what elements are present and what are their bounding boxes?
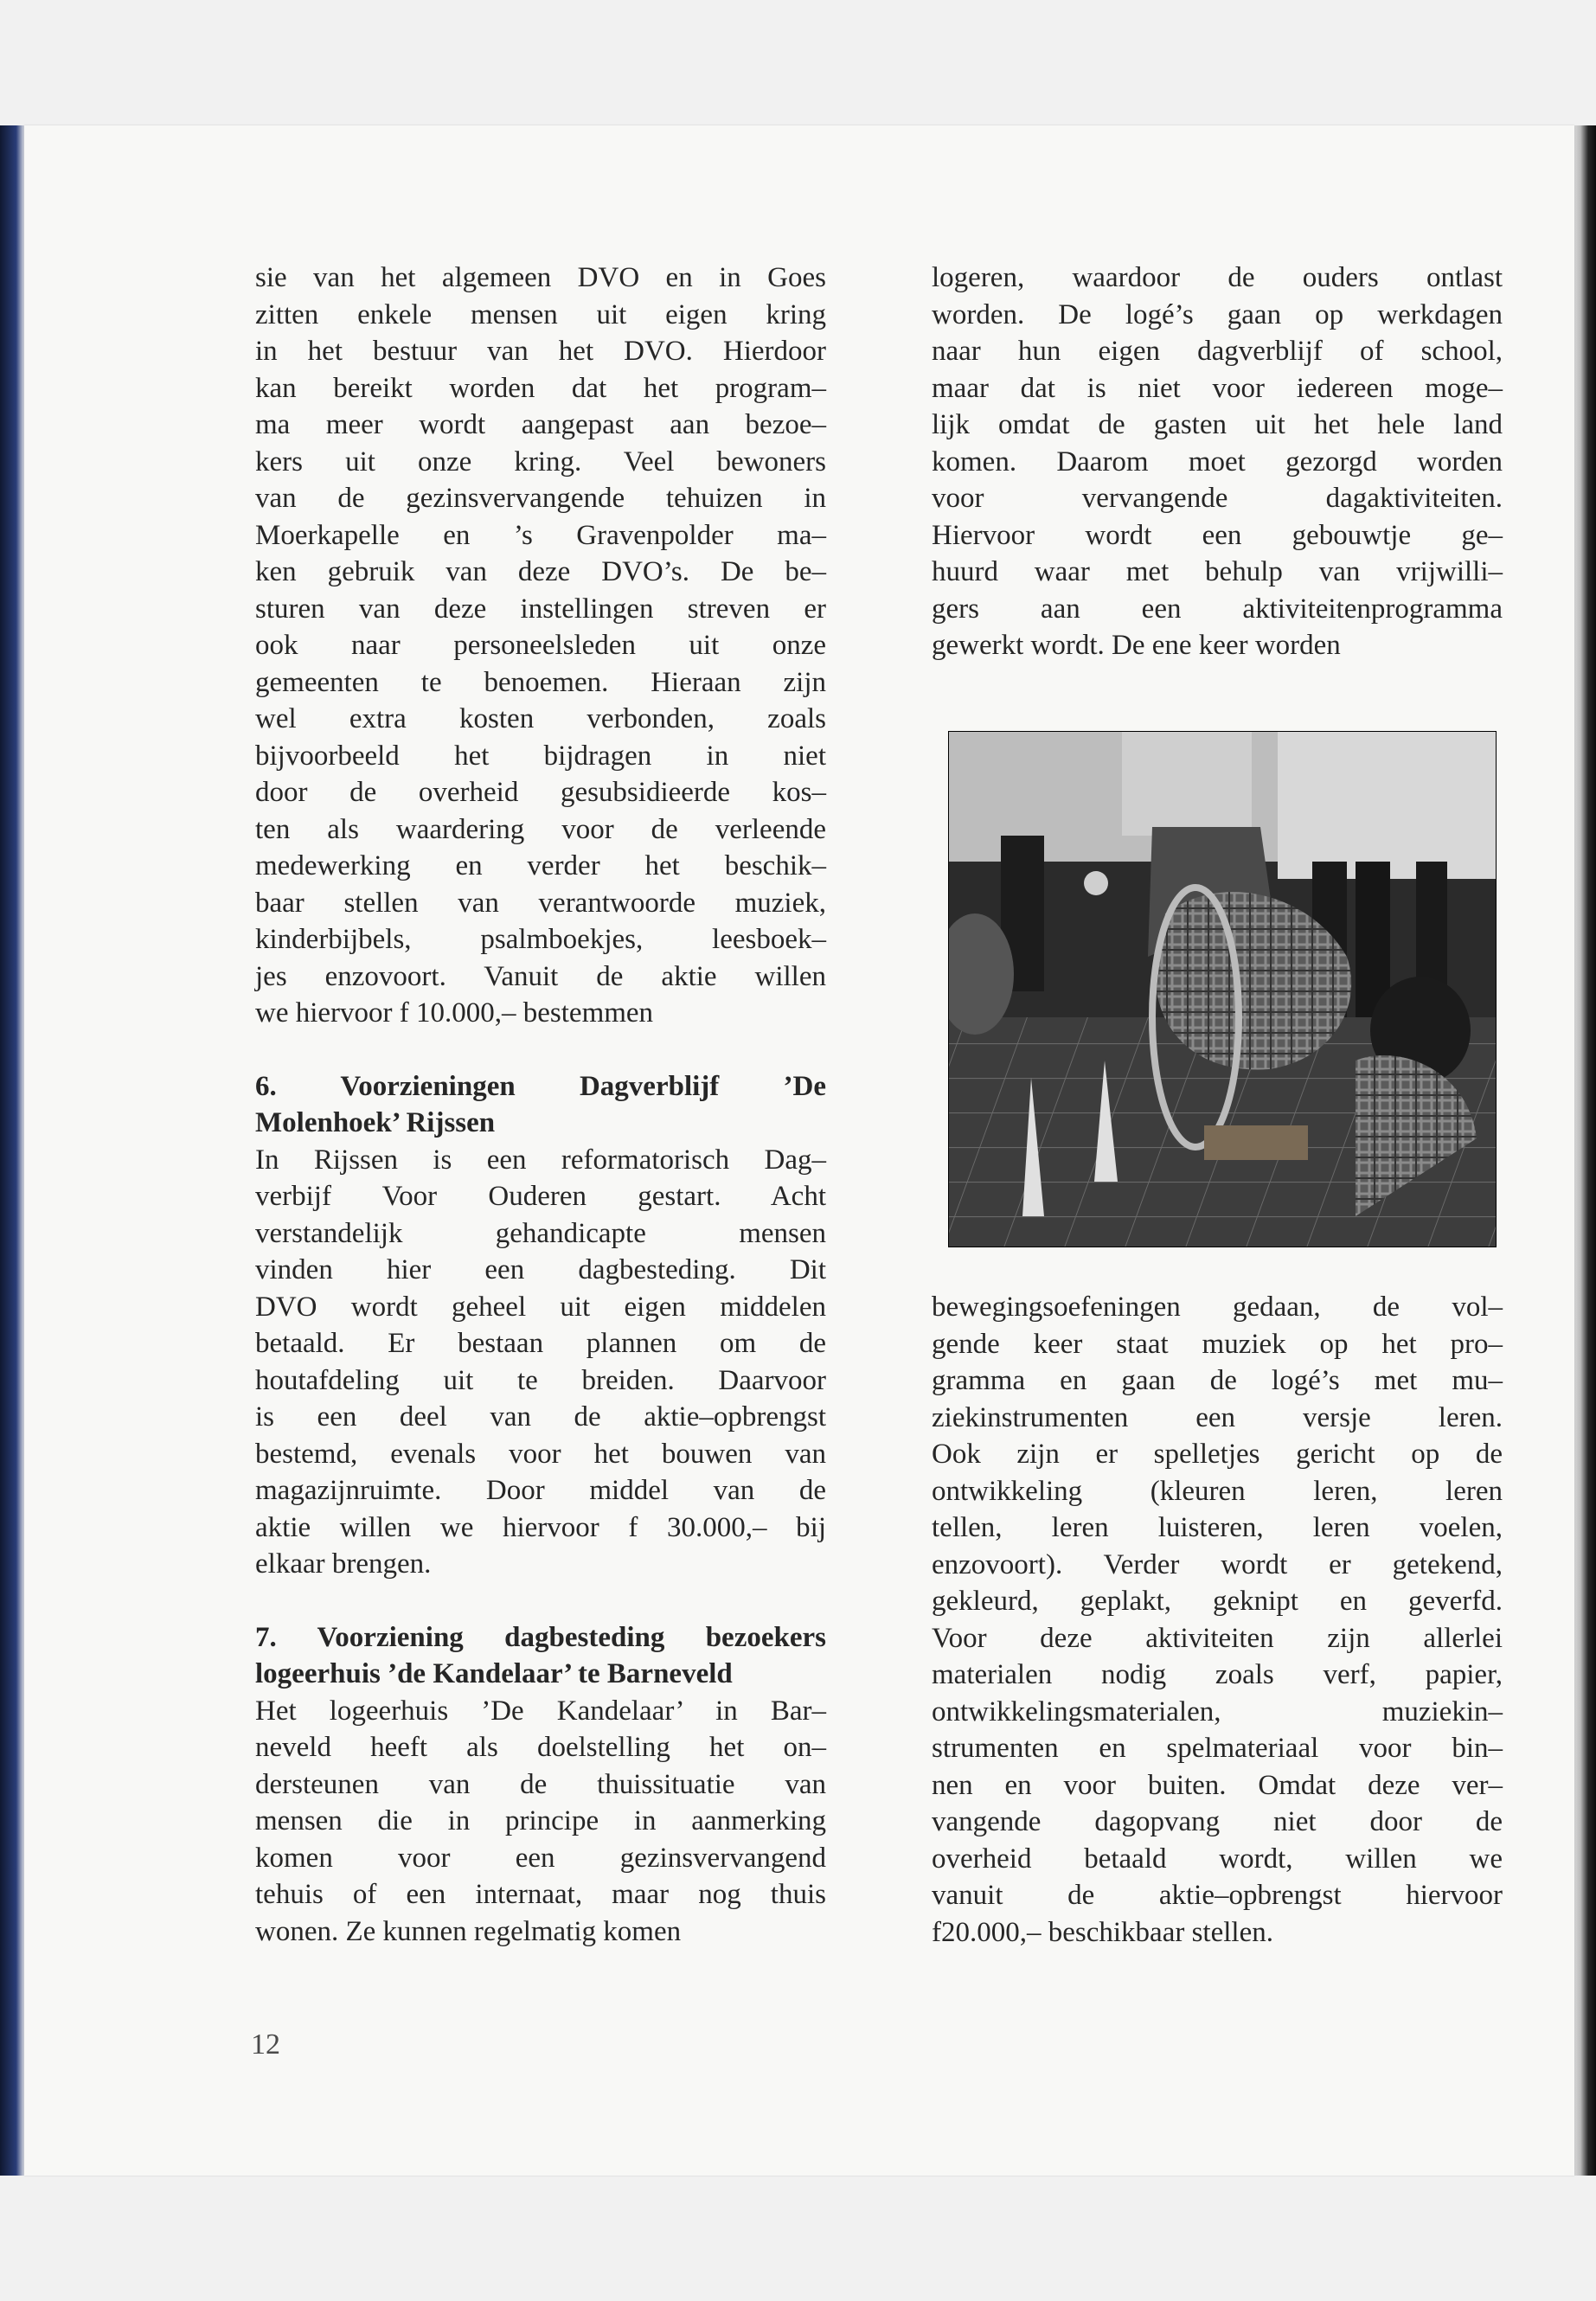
heading-section-6 xyxy=(255,1068,826,1142)
text-line: ziekinstrumenten een versje leren. xyxy=(932,1401,1503,1433)
text-line: gewerkt wordt. De ene keer worden xyxy=(932,630,1341,661)
right-column-bottom xyxy=(932,1289,1503,1951)
text-line: worden. De logé’s gaan op werkdagen xyxy=(932,298,1503,330)
photo-illustration xyxy=(949,732,1496,1247)
left-column xyxy=(255,260,826,1950)
text-line: verbijf Voor Ouderen gestart. Acht xyxy=(255,1181,826,1212)
text-line: ook naar personeelsleden uit onze xyxy=(255,630,826,661)
text-line: In Rijssen is een reformatorisch Dag– xyxy=(255,1144,826,1176)
text-line: ma meer wordt aangepast aan bezoe– xyxy=(255,409,826,440)
page-number: 12 xyxy=(251,2029,280,2061)
text-line: gramma en gaan de logé’s met mu– xyxy=(932,1365,1503,1396)
paragraph-activiteiten xyxy=(932,1289,1503,1951)
text-line: vinden hier een dagbesteding. Dit xyxy=(255,1254,826,1285)
text-line: Voor deze aktiviteiten zijn allerlei xyxy=(932,1622,1503,1654)
text-line: wel extra kosten verbonden, zoals xyxy=(255,703,826,734)
text-line: huurd waar met behulp van vrijwilli– xyxy=(932,556,1503,587)
text-line: bijvoorbeeld het bijdragen in niet xyxy=(255,740,826,772)
text-line: gekleurd, geplakt, geknipt en geverfd. xyxy=(932,1586,1503,1617)
right-column-top xyxy=(932,260,1503,664)
text-line: houtafdeling uit te breiden. Daarvoor xyxy=(255,1364,826,1396)
text-line: voor vervangende dagaktiviteiten. xyxy=(932,483,1503,514)
text-line: maar dat is niet voor iedereen moge– xyxy=(932,372,1503,404)
text-line: wonen. Ze kunnen regelmatig komen xyxy=(255,1915,682,1947)
text-line: komen voor een gezinsvervangend xyxy=(255,1842,826,1874)
text-line: gende keer staat muziek op het pro– xyxy=(932,1328,1503,1360)
text-line: is een deel van de aktie–opbrengst xyxy=(255,1401,826,1433)
text-line: elkaar brengen. xyxy=(255,1548,432,1580)
text-line: door de overheid gesubsidieerde kos– xyxy=(255,777,826,808)
heading-section-7 xyxy=(255,1619,826,1693)
text-line: logeerhuis ’de Kandelaar’ te Barneveld xyxy=(255,1658,733,1689)
text-line: logeren, waardoor de ouders ontlast xyxy=(932,262,1503,293)
text-line: bestemd, evenals voor het bouwen van xyxy=(255,1438,826,1470)
text-line: Hiervoor wordt een gebouwtje ge– xyxy=(932,519,1503,551)
text-line: neveld heeft als doelstelling het on– xyxy=(255,1732,826,1763)
paragraph-kandelaar-barneveld xyxy=(255,1693,826,1951)
text-line: baar stellen van verantwoorde muziek, xyxy=(255,887,826,919)
text-line: Ook zijn er spelletjes gericht op de xyxy=(932,1439,1503,1470)
text-line: ten als waardering voor de verleende xyxy=(255,813,826,845)
text-line: sie van het algemeen DVO en in Goes xyxy=(255,262,826,293)
text-line: ken gebruik van deze DVO’s. De be– xyxy=(255,556,826,587)
text-line: 7. Voorziening dagbesteding bezoekers xyxy=(255,1621,826,1653)
text-line: naar hun eigen dagverblijf of school, xyxy=(932,336,1503,367)
text-line: mensen die in principe in aanmerking xyxy=(255,1805,826,1836)
text-line: zitten enkele mensen uit eigen kring xyxy=(255,298,826,330)
text-line: vanuit de aktie–opbrengst hiervoor xyxy=(932,1880,1503,1911)
text-line: medewerking en verder het beschik– xyxy=(255,850,826,881)
text-line: kan bereikt worden dat het program– xyxy=(255,372,826,404)
paragraph-dvo-goes xyxy=(255,260,826,1032)
text-line: magazijnruimte. Door middel van de xyxy=(255,1475,826,1506)
text-line: sturen van deze instellingen streven er xyxy=(255,593,826,625)
text-line: gers aan een aktiviteitenprogramma xyxy=(932,593,1503,625)
paragraph-logeren xyxy=(932,260,1503,664)
text-line: lijk omdat de gasten uit het hele land xyxy=(932,409,1503,440)
text-line: van de gezinsvervangende tehuizen in xyxy=(255,483,826,514)
text-line: jes enzovoort. Vanuit de aktie willen xyxy=(255,960,826,992)
text-line: Moerkapelle en ’s Gravenpolder ma– xyxy=(255,519,826,551)
text-line: kers uit onze kring. Veel bewoners xyxy=(255,445,826,478)
paragraph-molenhoek-rijssen xyxy=(255,1142,826,1583)
text-line: ontwikkelingsmaterialen, muziekin– xyxy=(932,1695,1503,1727)
activity-photo xyxy=(948,731,1497,1247)
text-line: verstandelijk gehandicapte mensen xyxy=(255,1217,826,1249)
text-line: in het bestuur van het DVO. Hierdoor xyxy=(255,336,826,367)
text-line: tellen, leren luisteren, leren voelen, xyxy=(932,1512,1503,1543)
text-line: DVO wordt geheel uit eigen middelen xyxy=(255,1291,826,1323)
text-line: materialen nodig zoals verf, papier, xyxy=(932,1659,1503,1690)
text-line: bewegingsoefeningen gedaan, de vol– xyxy=(932,1292,1503,1323)
text-line: gemeenten te benoemen. Hieraan zijn xyxy=(255,666,826,698)
text-line: Molenhoek’ Rijssen xyxy=(255,1107,496,1138)
text-line: enzovoort). Verder wordt er getekend, xyxy=(932,1548,1503,1580)
text-line: nen en voor buiten. Omdat deze ver– xyxy=(932,1769,1503,1801)
text-line: 6. Voorzieningen Dagverblijf ’De xyxy=(255,1070,826,1102)
text-line: we hiervoor f 10.000,– bestemmen xyxy=(255,997,654,1029)
text-line: f20.000,– beschikbaar stellen. xyxy=(932,1916,1273,1948)
text-line: Het logeerhuis ’De Kandelaar’ in Bar– xyxy=(255,1695,826,1727)
text-line: overheid betaald wordt, willen we xyxy=(932,1843,1503,1875)
text-line: vangende dagopvang niet door de xyxy=(932,1806,1503,1837)
text-line: tehuis of een internaat, maar nog thuis xyxy=(255,1879,826,1910)
text-line: dersteunen van de thuissituatie van xyxy=(255,1768,826,1800)
text-line: komen. Daarom moet gezorgd worden xyxy=(932,445,1503,478)
text-line: betaald. Er bestaan plannen om de xyxy=(255,1328,826,1359)
text-line: aktie willen we hiervoor f 30.000,– bij xyxy=(255,1511,826,1543)
text-line: strumenten en spelmateriaal voor bin– xyxy=(932,1733,1503,1764)
text-line: ontwikkeling (kleuren leren, leren xyxy=(932,1475,1503,1507)
text-line: kinderbijbels, psalmboekjes, leesboek– xyxy=(255,924,826,955)
